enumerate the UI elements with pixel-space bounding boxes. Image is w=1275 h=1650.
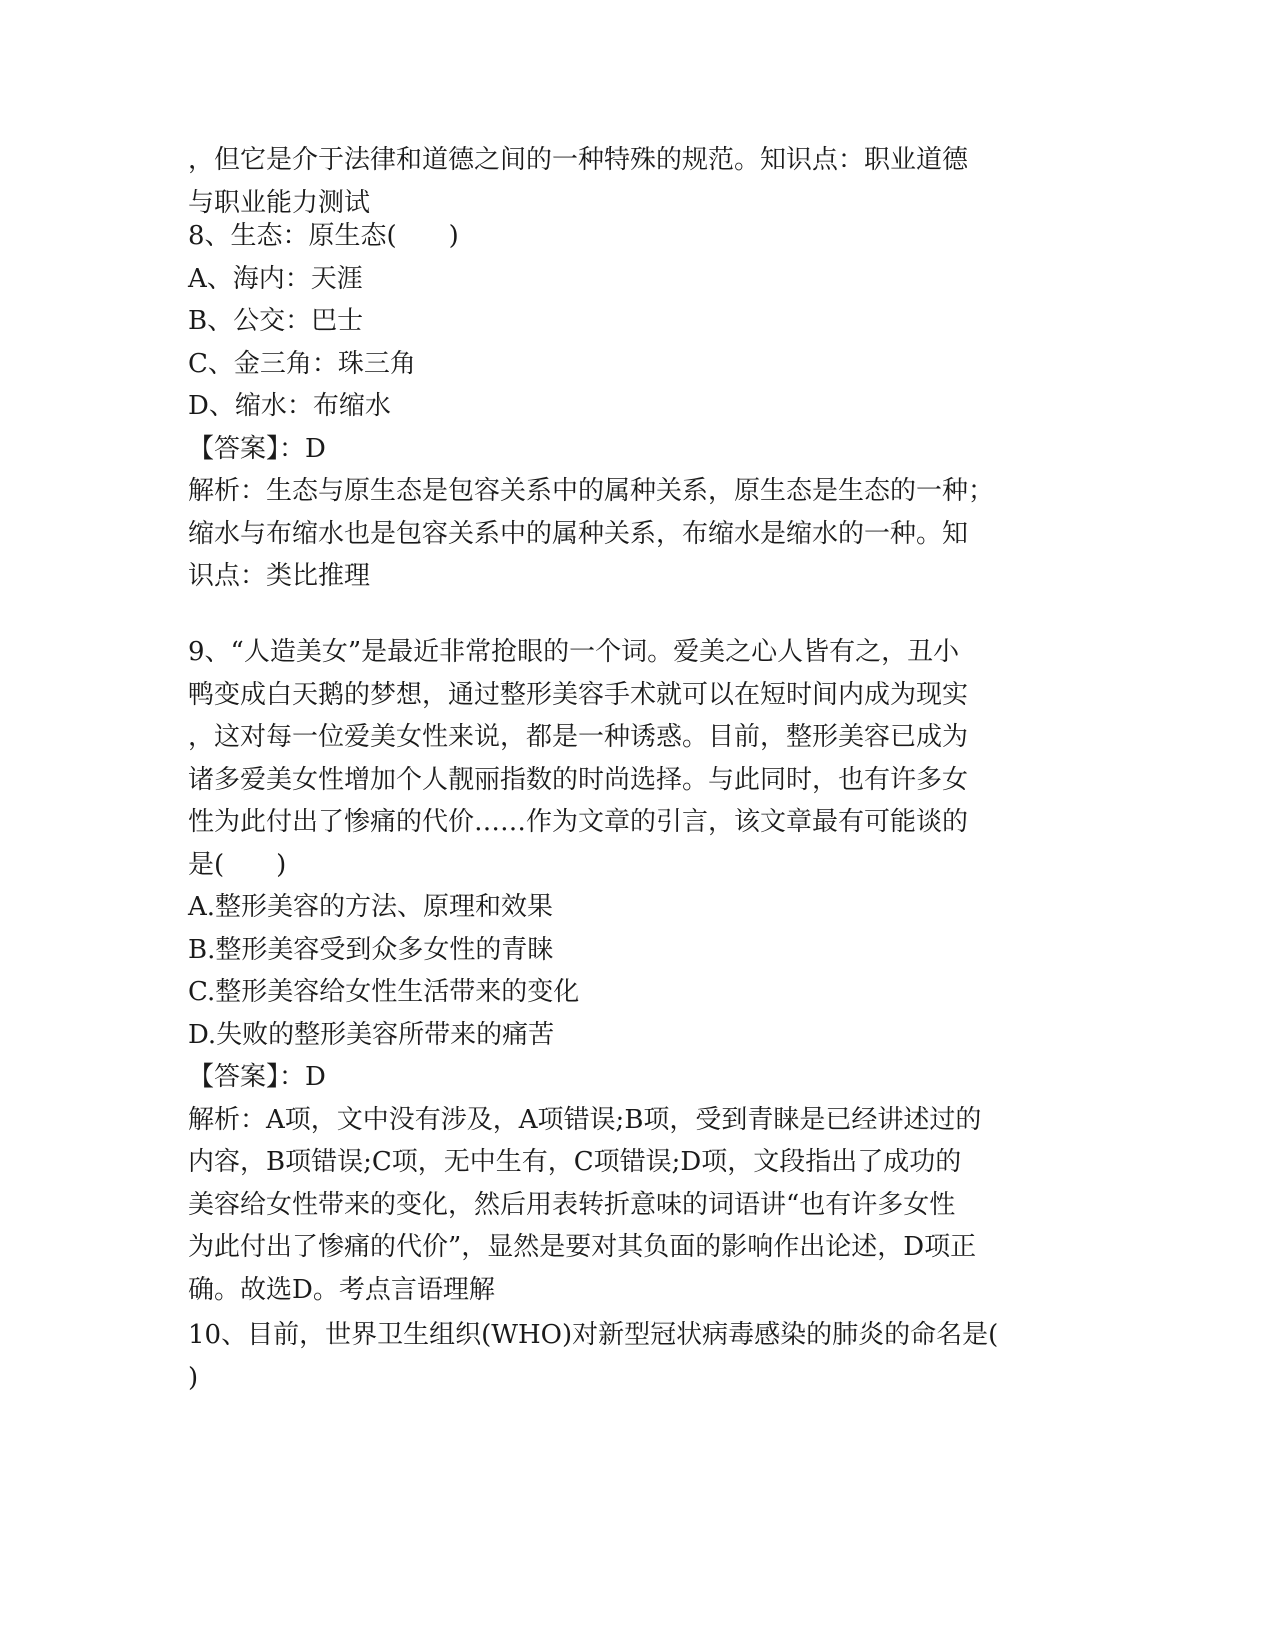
analysis-line: 缩水与布缩水也是包容关系中的属种关系，布缩水是缩水的一种。知	[188, 518, 969, 549]
option-d: D.失败的整形美容所带来的痛苦	[188, 1019, 555, 1050]
option-d: D、缩水：布缩水	[188, 391, 391, 421]
question-stem-line: 是( )	[188, 849, 287, 880]
analysis-line: 美容给女性带来的变化，然后用表转折意味的词语讲“也有许多女性	[188, 1189, 956, 1220]
question-stem-line: )	[188, 1362, 199, 1393]
question-stem-line: 性为此付出了惨痛的代价……作为文章的引言，该文章最有可能谈的	[188, 807, 969, 837]
option-b: B.整形美容受到众多女性的青睐	[188, 934, 554, 965]
question-stem-line: ，这对每一位爱美女性来说，都是一种诱惑。目前，整形美容已成为	[188, 722, 969, 752]
question-9	[188, 631, 1088, 1311]
previous-question-continuation	[188, 139, 1088, 224]
option-c: C、金三角：珠三角	[188, 348, 416, 379]
question-8	[188, 215, 1088, 598]
analysis-line: 为此付出了惨痛的代价”，显然是要对其负面的影响作出论述，D项正	[188, 1232, 977, 1262]
option-c: C.整形美容给女性生活带来的变化	[188, 977, 580, 1007]
question-stem-line: 诸多爱美女性增加个人靓丽指数的时尚选择。与此同时，也有许多女	[188, 764, 969, 795]
question-stem-line: 10、目前，世界卫生组织(WHO)对新型冠状病毒感染的肺炎的命名是(	[188, 1320, 999, 1350]
paragraph-line: ，但它是介于法律和道德之间的一种特殊的规范。知识点：职业道德	[188, 145, 969, 175]
question-stem-line: 鸭变成白天鹅的梦想，通过整形美容手术就可以在短时间内成为现实	[188, 679, 969, 710]
question-stem-line: 9、“人造美女”是最近非常抢眼的一个词。爱美之心人皆有之，丑小	[188, 637, 960, 667]
paragraph-line: 与职业能力测试	[188, 187, 371, 218]
analysis-line: 确。故选D。考点言语理解	[188, 1274, 495, 1305]
analysis-line: 解析：A项，文中没有涉及，A项错误;B项，受到青睐是已经讲述过的	[188, 1104, 982, 1135]
option-a: A、海内：天涯	[188, 263, 363, 294]
analysis-line: 内容，B项错误;C项，无中生有，C项错误;D项，文段指出了成功的	[188, 1147, 962, 1177]
answer-line: 【答案】：D	[188, 433, 326, 464]
option-b: B、公交：巴士	[188, 306, 364, 336]
option-a: A.整形美容的方法、原理和效果	[188, 892, 554, 922]
question-10	[188, 1314, 1088, 1399]
analysis-line: 识点：类比推理	[188, 561, 371, 591]
question-stem: 8、生态：原生态( )	[188, 221, 459, 251]
analysis-line: 解析：生态与原生态是包容关系中的属种关系，原生态是生态的一种；	[188, 476, 995, 506]
answer-line: 【答案】：D	[188, 1062, 326, 1092]
